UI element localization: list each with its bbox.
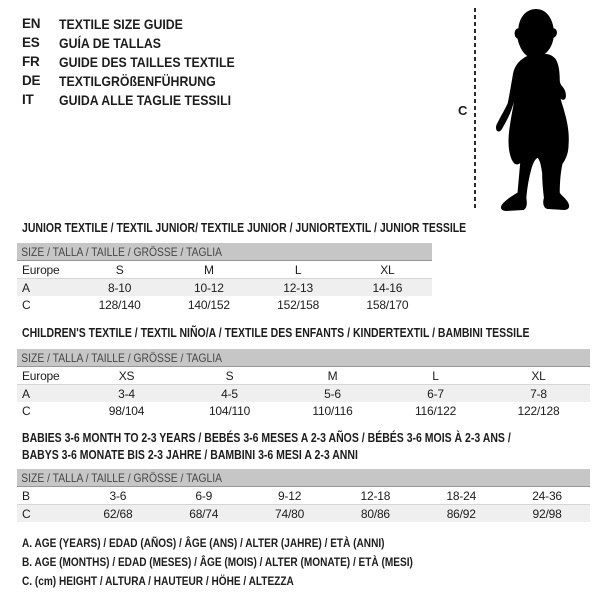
cell: 7-8 [530, 386, 547, 401]
height-measure-dashed-line [474, 8, 476, 208]
table-header-bar [17, 349, 590, 367]
table-row [17, 402, 590, 419]
cell: 24-36 [532, 488, 562, 503]
cell: L [294, 262, 302, 277]
table-row [17, 296, 432, 313]
cell: 92/98 [532, 506, 562, 521]
cell: 18-24 [446, 488, 477, 503]
legend-line-a: A. AGE (YEARS) / EDAD (AÑOS) / ÂGE (ANS) / ALTER (JAHRE) / ETÀ (ANNI) [22, 536, 385, 550]
language-row [22, 52, 259, 71]
cell: 8-10 [108, 280, 132, 295]
section-title-children: CHILDREN'S TEXTILE / TEXTIL NIÑO/A / TEXTILE DES ENFANTS / KINDERTEXTIL / BAMBINI TESSILE [22, 326, 530, 340]
language-title: TEXTILGRÖßENFÜHRUNG [59, 72, 216, 89]
cell: 104/110 [208, 403, 251, 418]
table-row [17, 385, 590, 402]
cell: 6-9 [195, 488, 213, 503]
language-code: FR [22, 54, 40, 69]
cell: 9-12 [277, 488, 302, 503]
language-code: ES [22, 35, 40, 50]
cell: 6-7 [427, 386, 444, 401]
table-header-bar [17, 469, 590, 487]
cell: M [327, 368, 338, 383]
row-label: Europe [22, 262, 60, 277]
cell: 10-12 [194, 280, 224, 295]
table-row [17, 261, 432, 279]
toddler-silhouette-icon [492, 7, 580, 211]
cell: XS [118, 368, 135, 383]
cell: 80/86 [360, 506, 390, 521]
cell: 98/104 [108, 403, 145, 418]
language-code: IT [22, 92, 34, 107]
language-title: GUÍA DE TALLAS [59, 34, 161, 51]
language-code: DE [22, 73, 41, 88]
cell: 68/74 [189, 506, 219, 521]
cell: XL [380, 262, 395, 277]
size-table-children [17, 349, 590, 419]
cell: 152/158 [277, 297, 320, 312]
row-label: C [22, 506, 31, 521]
language-title: GUIDE DES TAILLES TEXTILE [59, 53, 235, 70]
cell: L [432, 368, 439, 383]
cell: 74/80 [275, 506, 305, 521]
cell: 62/68 [103, 506, 133, 521]
cell: 86/92 [446, 506, 476, 521]
table-header-label: SIZE / TALLA / TAILLE / GRÖSSE / TAGLIA [21, 244, 223, 259]
language-row [22, 14, 259, 33]
section-title-junior: JUNIOR TEXTILE / TEXTIL JUNIOR/ TEXTILE JUNIOR / JUNIORTEXTIL / JUNIOR TESSILE [22, 221, 467, 235]
language-code: EN [22, 16, 41, 31]
cell: 3-4 [118, 386, 135, 401]
size-table-babies [17, 469, 590, 522]
cell: S [115, 262, 124, 277]
cell: 122/128 [517, 403, 560, 418]
cell: 3-6 [109, 488, 127, 503]
language-title: TEXTILE SIZE GUIDE [59, 15, 183, 32]
table-row [17, 487, 590, 505]
cell: 128/140 [98, 297, 141, 312]
row-label: C [22, 297, 31, 312]
language-row [22, 71, 259, 90]
cell: 110/116 [312, 403, 353, 418]
table-header-bar [17, 243, 432, 261]
cell: 14-16 [372, 280, 403, 295]
row-label: A [22, 280, 30, 295]
cell: 12-18 [360, 488, 391, 503]
table-header-label: SIZE / TALLA / TAILLE / GRÖSSE / TAGLIA [21, 470, 223, 485]
cell: 140/152 [187, 297, 230, 312]
cell: M [203, 262, 214, 277]
legend [22, 534, 487, 591]
row-label: Europe [22, 368, 60, 383]
row-label: A [22, 386, 30, 401]
cell: S [225, 368, 234, 383]
height-measure-label: C [458, 103, 468, 118]
language-row [22, 33, 259, 52]
table-row [17, 279, 432, 296]
size-table-junior [17, 243, 432, 313]
cell: 158/170 [366, 297, 409, 312]
row-label: C [22, 403, 31, 418]
legend-line-c: C. (cm) HEIGHT / ALTURA / HAUTEUR / HÖHE / ALTEZZA [22, 574, 294, 588]
table-row [17, 505, 590, 522]
table-header-label: SIZE / TALLA / TAILLE / GRÖSSE / TAGLIA [21, 350, 223, 365]
row-label: B [22, 488, 30, 503]
table-row [17, 367, 590, 385]
language-row [22, 90, 259, 109]
cell: 12-13 [283, 280, 313, 295]
cell: XL [531, 368, 546, 383]
cell: 116/122 [414, 403, 457, 418]
cell: 5-6 [324, 386, 341, 401]
section-title-babies: BABIES 3-6 MONTH TO 2-3 YEARS / BEBÉS 3-6 MESES A 2-3 AÑOS / BÉBÉS 3-6 MOIS À 2-3 ANS / BABYS 3-6 MONATE BIS 2-3 JAHRE / BAMBINI 3-6 MESI A 2-3 ANNI [22, 431, 511, 462]
legend-line-b: B. AGE (MONTHS) / EDAD (MESES) / ÂGE (MOIS) / ALTER (MONATE) / ETÀ (MESI) [22, 555, 413, 569]
language-list [22, 14, 259, 109]
language-title: GUIDA ALLE TAGLIE TESSILI [59, 91, 232, 108]
cell: 4-5 [221, 386, 238, 401]
